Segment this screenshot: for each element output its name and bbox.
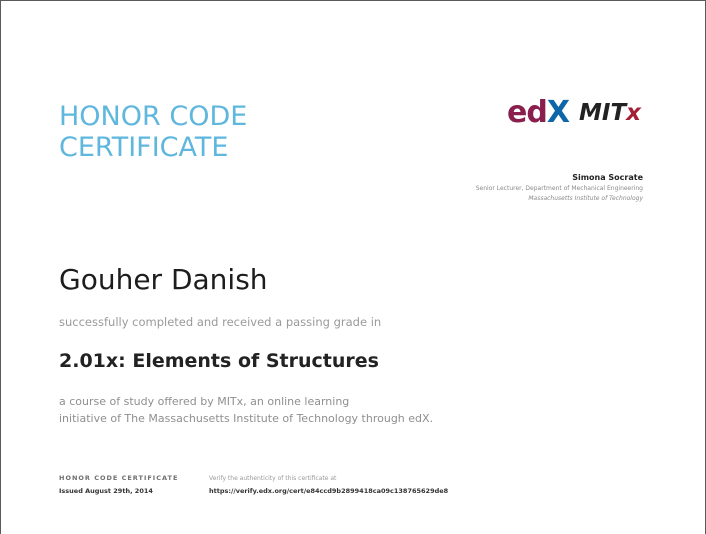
signer-block xyxy=(476,172,643,204)
description-line-2: initiative of The Massachusetts Institute of Technology through edX. xyxy=(59,412,434,425)
edx-logo: edX xyxy=(507,95,570,130)
footer-issue-block xyxy=(59,473,178,498)
mitx-logo: MITx xyxy=(579,100,641,126)
description-line-1: a course of study offered by MITx, an online learning xyxy=(59,395,350,408)
certificate-title xyxy=(59,101,247,163)
signer-role: Senior Lecturer, Department of Mechanical Engineering xyxy=(475,185,643,192)
title-line-2: CERTIFICATE xyxy=(59,132,229,163)
course-description xyxy=(59,393,433,427)
verify-text: Verify the authenticity of this certificate at xyxy=(209,475,337,482)
signer-institution: Massachusetts Institute of Technology xyxy=(528,195,643,202)
course-title: 2.01x: Elements of Structures xyxy=(59,350,379,372)
signer-name: Simona Socrate xyxy=(572,173,643,182)
completion-text: successfully completed and received a passing grade in xyxy=(59,315,382,329)
footer-verify-block xyxy=(209,473,448,498)
footer-label: HONOR CODE CERTIFICATE xyxy=(59,474,179,482)
verify-url-link[interactable]: https://verify.edx.org/cert/e84ccd9b2899418ca09c138765629de8 xyxy=(209,487,449,495)
issue-date: Issued August 29th, 2014 xyxy=(59,487,153,495)
student-name: Gouher Danish xyxy=(59,263,268,296)
title-line-1: HONOR CODE xyxy=(59,101,248,132)
logos xyxy=(507,97,641,129)
